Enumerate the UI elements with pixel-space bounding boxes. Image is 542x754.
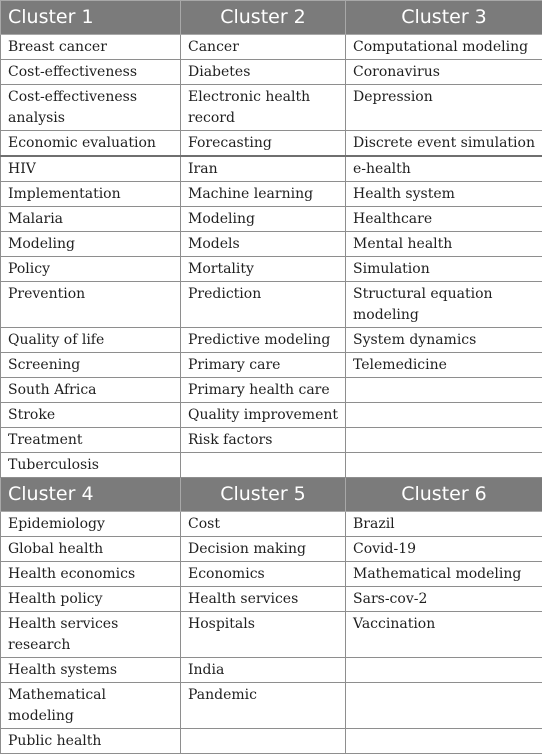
table-row (1, 729, 542, 754)
table-row (1, 131, 542, 157)
cluster-1-keyword: Screening (1, 353, 181, 378)
cluster-3-keyword: Discrete event simulation (346, 131, 542, 157)
table-row (1, 232, 542, 257)
cluster-2-keyword: Cancer (181, 35, 346, 60)
table-row (1, 512, 542, 537)
cluster-2-keyword: Primary care (181, 353, 346, 378)
table-row (1, 207, 542, 232)
cluster-1-keyword: Cost-effectiveness (1, 60, 181, 85)
table-row (1, 562, 542, 587)
cluster-1-keyword: Stroke (1, 403, 181, 428)
cluster-2-keyword: Electronic health record (181, 85, 346, 131)
empty-cell (181, 729, 346, 754)
cluster-3-keyword: Simulation (346, 257, 542, 282)
table-row (1, 537, 542, 562)
cluster-3-keyword: Health system (346, 182, 542, 207)
table-row (1, 85, 542, 131)
empty-cell (346, 729, 542, 754)
cluster-6-keyword: Mathematical modeling (346, 562, 542, 587)
cluster-2-keyword: Mortality (181, 257, 346, 282)
cluster-4-keyword: Mathematical modeling (1, 683, 181, 729)
table-row (1, 403, 542, 428)
table-row (1, 378, 542, 403)
cluster-1-keyword: Tuberculosis (1, 453, 181, 478)
cluster-6-keyword: Covid-19 (346, 537, 542, 562)
cluster-4-keyword: Epidemiology (1, 512, 181, 537)
cluster-2-keyword: Forecasting (181, 131, 346, 157)
cluster-1-keyword: Treatment (1, 428, 181, 453)
cluster-4-keyword: Health economics (1, 562, 181, 587)
cluster-6-header: Cluster 6 (346, 478, 542, 512)
table-row (1, 257, 542, 282)
table-row (1, 612, 542, 658)
cluster-4-keyword: Health policy (1, 587, 181, 612)
cluster-4-header: Cluster 4 (1, 478, 181, 512)
cluster-3-keyword: Depression (346, 85, 542, 131)
cluster-5-keyword: Economics (181, 562, 346, 587)
cluster-5-keyword: Decision making (181, 537, 346, 562)
cluster-1-keyword: Implementation (1, 182, 181, 207)
cluster-3-keyword: Mental health (346, 232, 542, 257)
table-row (1, 282, 542, 328)
cluster-header-row (1, 478, 542, 512)
cluster-2-keyword: Diabetes (181, 60, 346, 85)
table-row (1, 156, 542, 182)
table-row (1, 587, 542, 612)
cluster-1-keyword: South Africa (1, 378, 181, 403)
cluster-1-keyword: HIV (1, 156, 181, 182)
table-row (1, 453, 542, 478)
cluster-1-keyword: Modeling (1, 232, 181, 257)
cluster-3-keyword: Coronavirus (346, 60, 542, 85)
cluster-6-keyword: Sars-cov-2 (346, 587, 542, 612)
table-row (1, 60, 542, 85)
table-row (1, 683, 542, 729)
cluster-2-header: Cluster 2 (181, 1, 346, 35)
cluster-2-keyword: Primary health care (181, 378, 346, 403)
table-row (1, 35, 542, 60)
cluster-2-keyword: Models (181, 232, 346, 257)
cluster-5-keyword: India (181, 658, 346, 683)
cluster-5-keyword: Pandemic (181, 683, 346, 729)
cluster-2-keyword: Quality improvement (181, 403, 346, 428)
table-row (1, 658, 542, 683)
cluster-4-keyword: Public health (1, 729, 181, 754)
cluster-2-keyword: Machine learning (181, 182, 346, 207)
cluster-3-header: Cluster 3 (346, 1, 542, 35)
cluster-5-header: Cluster 5 (181, 478, 346, 512)
cluster-header-row (1, 1, 542, 35)
cluster-4-keyword: Global health (1, 537, 181, 562)
empty-cell (346, 683, 542, 729)
cluster-5-keyword: Health services (181, 587, 346, 612)
cluster-6-keyword: Vaccination (346, 612, 542, 658)
cluster-1-keyword: Policy (1, 257, 181, 282)
cluster-3-keyword: Healthcare (346, 207, 542, 232)
cluster-1-keyword: Cost-effectiveness analysis (1, 85, 181, 131)
cluster-5-keyword: Hospitals (181, 612, 346, 658)
cluster-3-keyword: Telemedicine (346, 353, 542, 378)
cluster-2-keyword: Risk factors (181, 428, 346, 453)
cluster-1-keyword: Economic evaluation (1, 131, 181, 157)
cluster-2-keyword: Modeling (181, 207, 346, 232)
keyword-clusters-body (1, 1, 542, 754)
cluster-1-keyword: Prevention (1, 282, 181, 328)
table-row (1, 353, 542, 378)
empty-cell (346, 658, 542, 683)
cluster-2-keyword: Prediction (181, 282, 346, 328)
cluster-3-keyword: Computational modeling (346, 35, 542, 60)
table-row (1, 182, 542, 207)
table-row (1, 328, 542, 353)
cluster-1-header: Cluster 1 (1, 1, 181, 35)
cluster-1-keyword: Quality of life (1, 328, 181, 353)
cluster-4-keyword: Health services research (1, 612, 181, 658)
empty-cell (346, 453, 542, 478)
empty-cell (346, 378, 542, 403)
table-row (1, 428, 542, 453)
cluster-3-keyword: Structural equation modeling (346, 282, 542, 328)
cluster-3-keyword: System dynamics (346, 328, 542, 353)
cluster-4-keyword: Health systems (1, 658, 181, 683)
cluster-5-keyword: Cost (181, 512, 346, 537)
cluster-1-keyword: Malaria (1, 207, 181, 232)
cluster-2-keyword: Iran (181, 156, 346, 182)
cluster-2-keyword: Predictive modeling (181, 328, 346, 353)
empty-cell (346, 403, 542, 428)
cluster-3-keyword: e-health (346, 156, 542, 182)
empty-cell (181, 453, 346, 478)
cluster-1-keyword: Breast cancer (1, 35, 181, 60)
cluster-6-keyword: Brazil (346, 512, 542, 537)
empty-cell (346, 428, 542, 453)
